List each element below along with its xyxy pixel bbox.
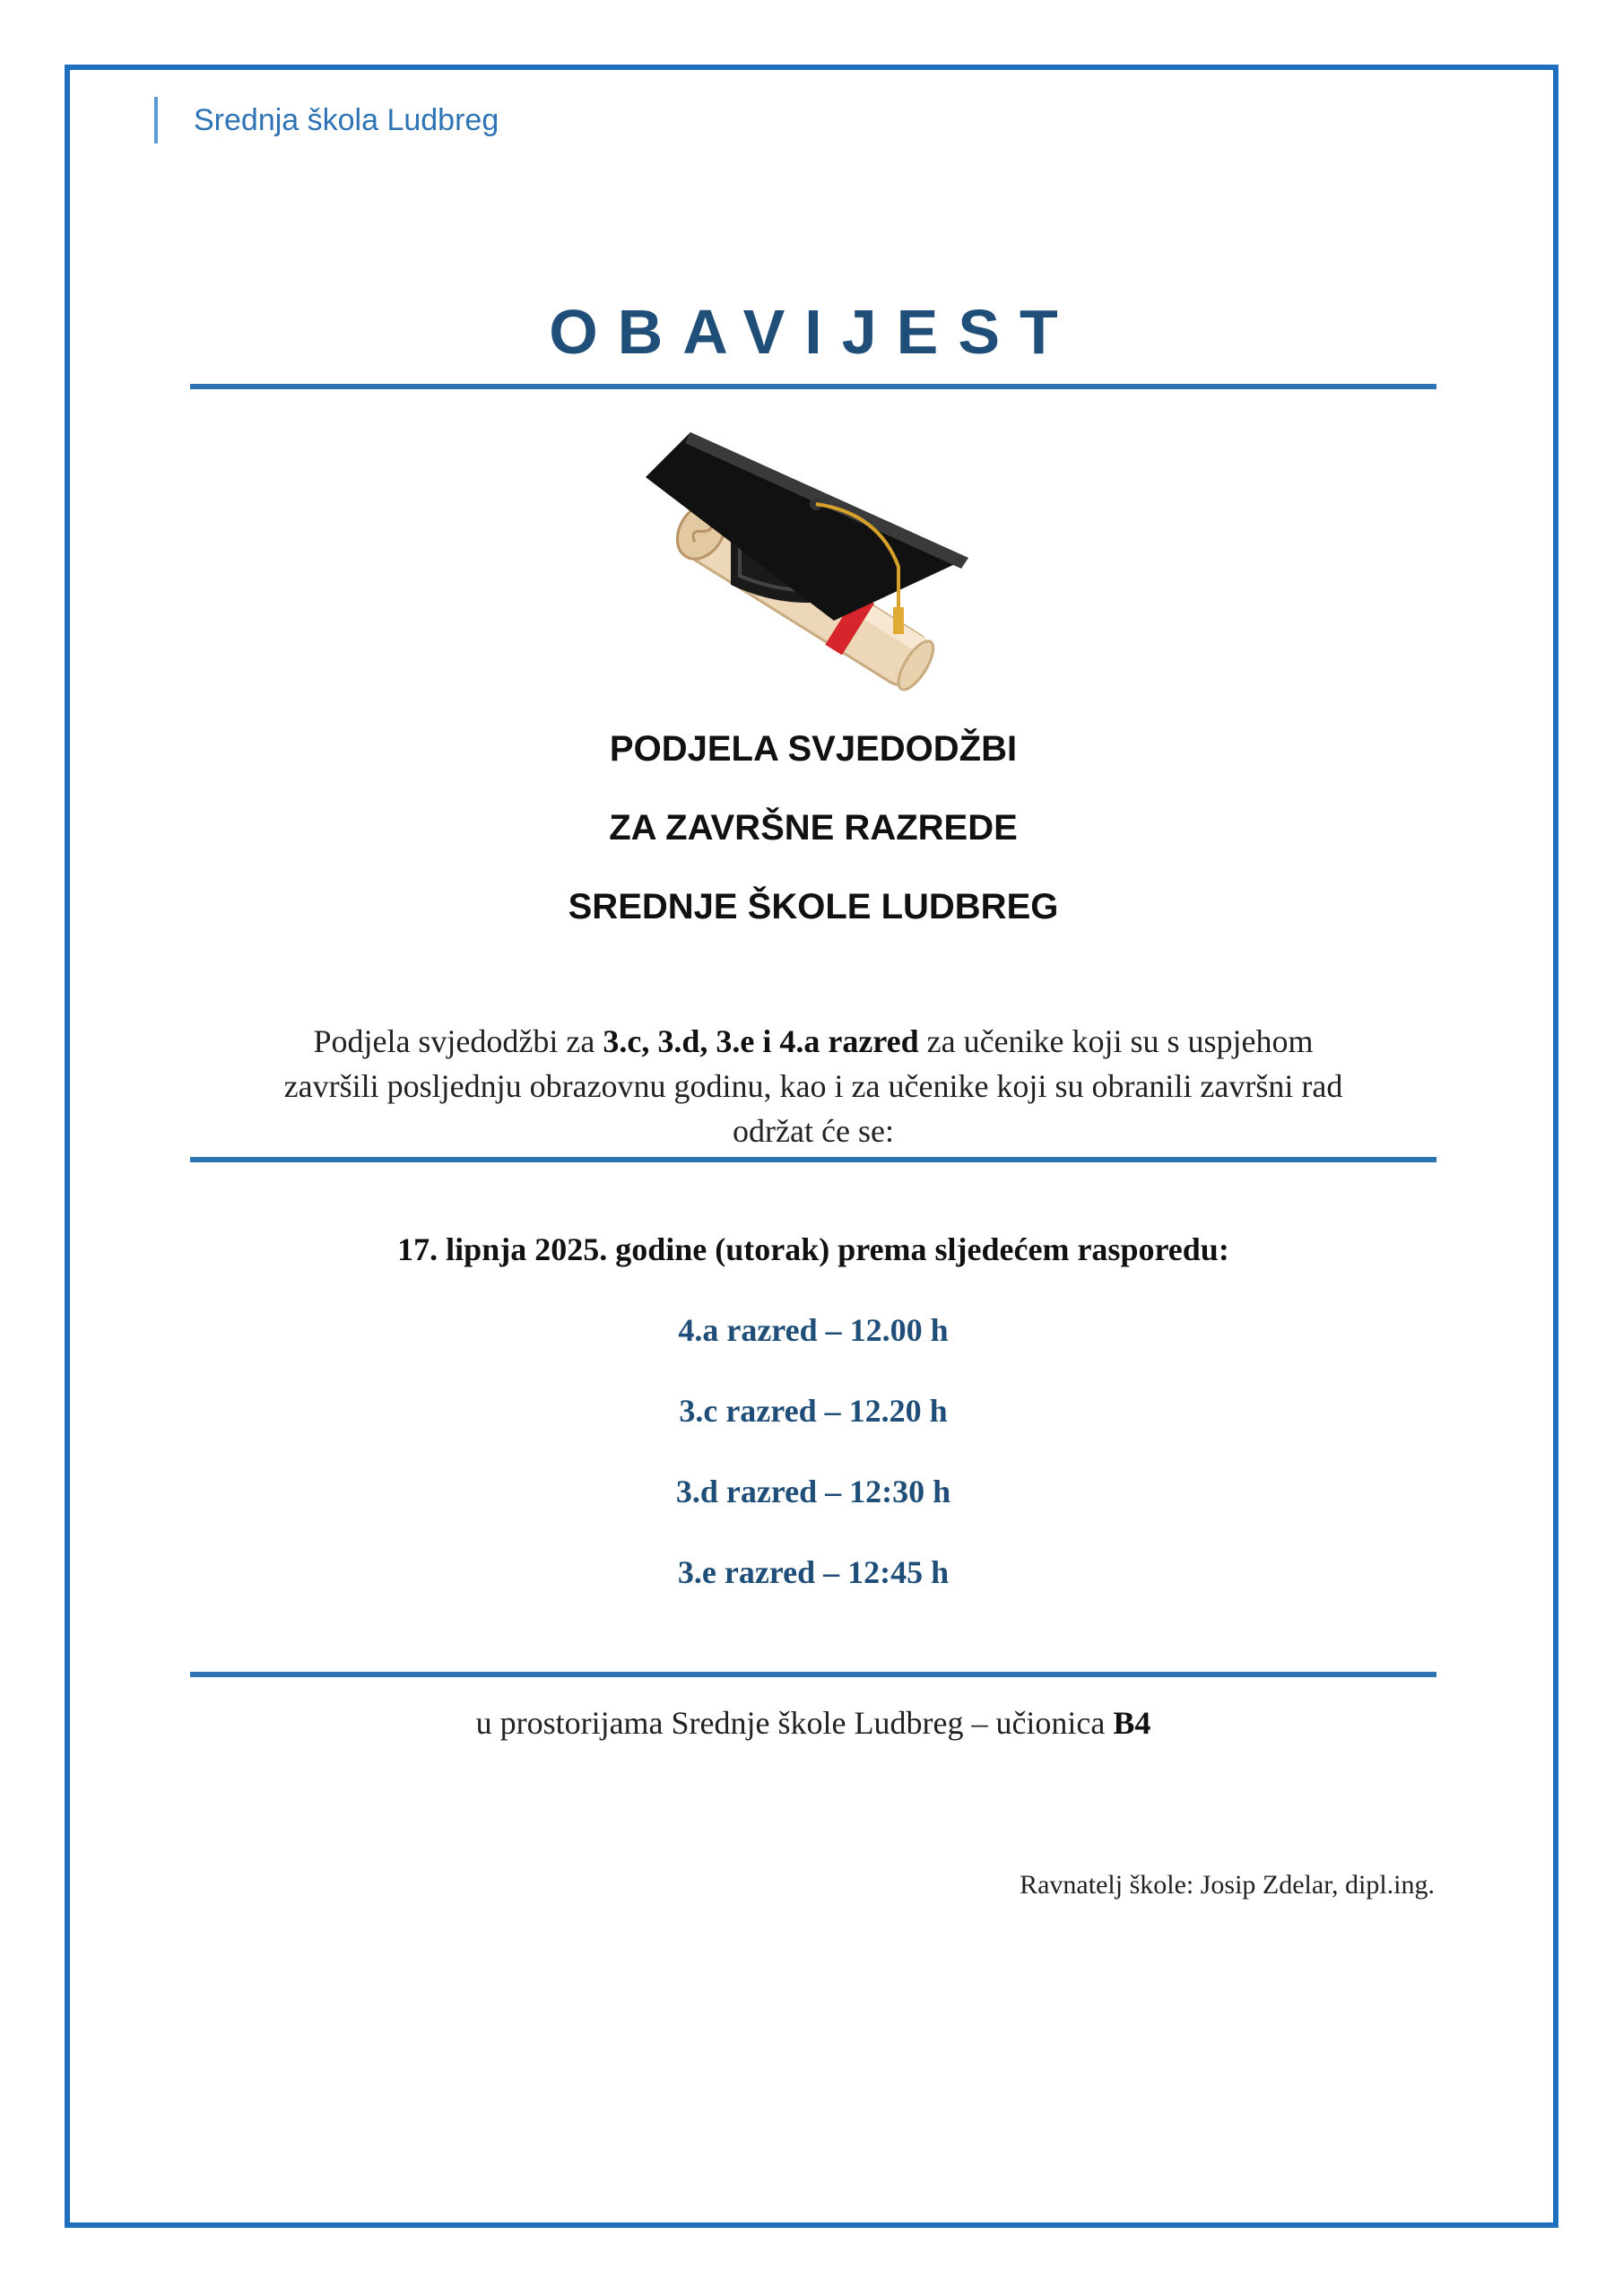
location-line	[190, 1700, 1436, 1745]
school-header: Srednja škola Ludbreg	[154, 97, 499, 144]
headline-line-3: SREDNJE ŠKOLE LUDBREG	[568, 887, 1059, 926]
schedule-divider	[190, 1672, 1436, 1677]
page-title: OBAVIJEST	[549, 297, 1078, 367]
headline-line-1: PODJELA SVJEDODŽBI	[609, 729, 1018, 769]
intro-line-2: završili posljednju obrazovnu godinu, kao i za učenike koji su obranili završni rad	[283, 1068, 1343, 1104]
graduation-cap-and-diploma-icon	[646, 414, 977, 701]
schedule-item: 3.c razred – 12.20 h	[679, 1393, 948, 1429]
intro-text-end: za učenike koji su s uspjehom	[918, 1023, 1314, 1059]
intro-line-3: održat će se:	[733, 1113, 894, 1149]
intro-divider	[190, 1157, 1436, 1162]
schedule-item: 3.e razred – 12:45 h	[677, 1554, 950, 1590]
intro-text-start: Podjela svjedodžbi za	[313, 1023, 603, 1059]
intro-paragraph	[190, 1019, 1436, 1153]
title-divider	[190, 384, 1436, 389]
location-text: u prostorijama Srednje škole Ludbreg – učionica	[475, 1705, 1114, 1741]
intro-classes: 3.c, 3.d, 3.e i 4.a razred	[603, 1023, 919, 1059]
schedule-item: 3.d razred – 12:30 h	[675, 1474, 951, 1509]
location-room: B4	[1113, 1705, 1151, 1741]
schedule-item: 4.a razred – 12.00 h	[678, 1312, 949, 1348]
headline-line-2: ZA ZAVRŠNE RAZREDE	[609, 808, 1018, 848]
signature: Ravnatelj škole: Josip Zdelar, dipl.ing.	[1020, 1870, 1435, 1900]
date-line: 17. lipnja 2025. godine (utorak) prema sljedećem rasporedu:	[397, 1231, 1229, 1267]
